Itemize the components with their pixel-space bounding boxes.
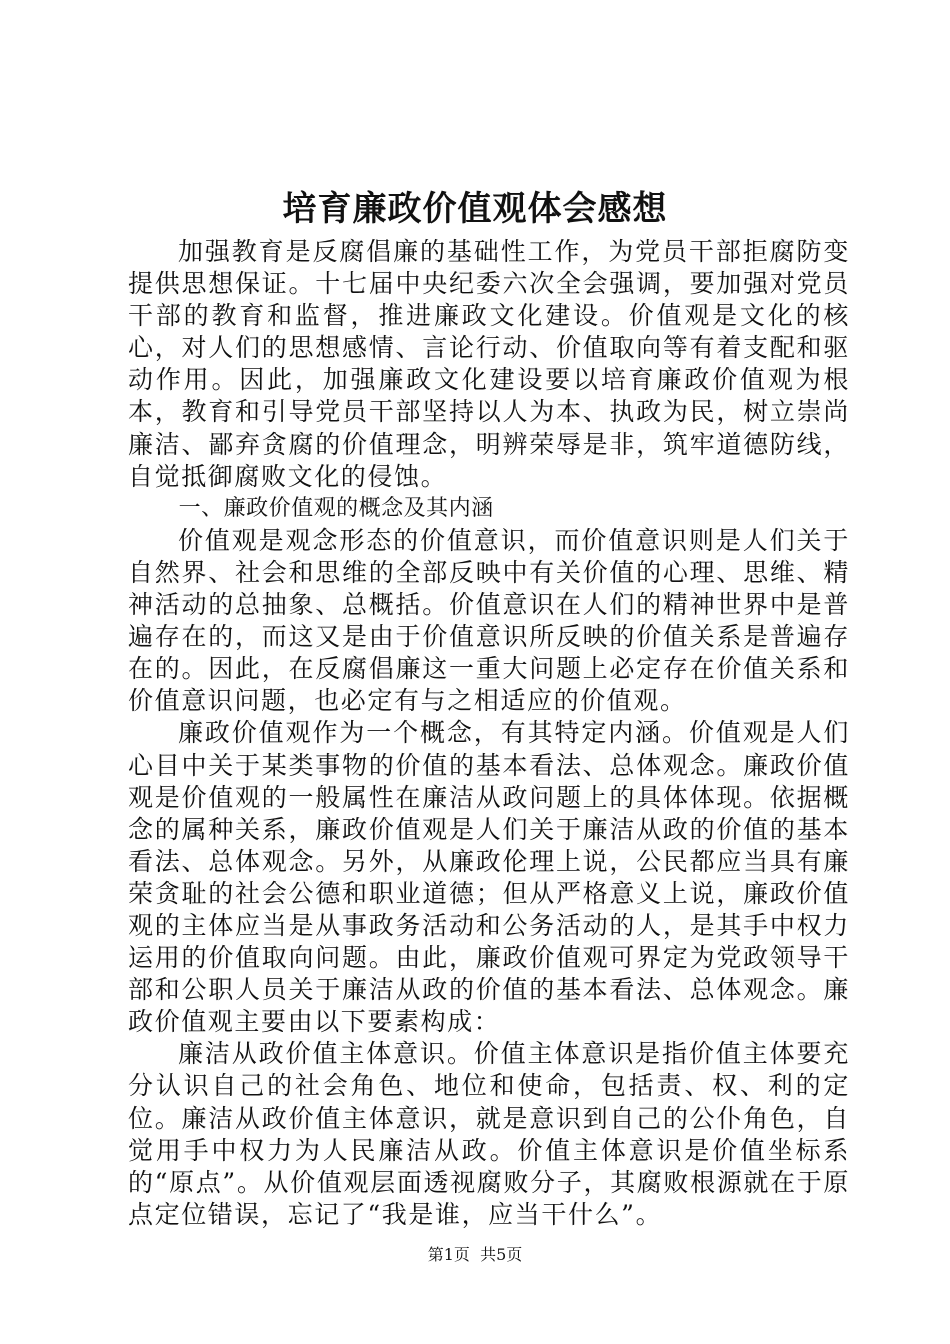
paragraph-concept: 价值观是观念形态的价值意识，而价值意识则是人们关于自然界、社会和思维的全部反映中有关价值的心理、思维、精神活动的总抽象、总概括。价值意识在人们的精神世界中是普遍存在的，而这又是由于价值意识所反映的价值关系是普遍存在的。因此，在反腐倡廉这一重大问题上必定存在价值关系和价值意识问题，也必定有与之相适应的价值观。 (128, 525, 850, 716)
paragraph-subject-awareness: 廉洁从政价值主体意识。价值主体意识是指价值主体要充分认识自己的社会角色、地位和使命，包括责、权、利的定位。廉洁从政价值主体意识，就是意识到自己的公仆角色，自觉用手中权力为人民廉洁从政。价值主体意识是价值坐标系的“原点”。从价值观层面透视腐败分子，其腐败根源就在于原点定位错误，忘记了“我是谁，应当干什么”。 (128, 1039, 850, 1229)
page-total: 共5页 (480, 1245, 523, 1264)
page-number: 第1页 (427, 1245, 470, 1264)
paragraph-intro: 加强教育是反腐倡廉的基础性工作，为党员干部拒腐防变提供思想保证。十七届中央纪委六次全会强调，要加强对党员干部的教育和监督，推进廉政文化建设。价值观是文化的核心，对人们的思想感情、言论行动、价值取向等有着支配和驱动作用。因此，加强廉政文化建设要以培育廉政价值观为根本，教育和引导党员干部坚持以人为本、执政为民，树立崇尚廉洁、鄙弃贪腐的价值理念，明辨荣辱是非，筑牢道德防线，自觉抵御腐败文化的侵蚀。 (128, 237, 850, 491)
page-footer (0, 1245, 950, 1265)
document-title: 培育廉政价值观体会感想 (282, 189, 668, 229)
document-body (128, 236, 850, 1231)
section-heading: 一、廉政价值观的概念及其内涵 (178, 495, 494, 521)
paragraph-definition: 廉政价值观作为一个概念，有其特定内涵。价值观是人们心目中关于某类事物的价值的基本看法、总体观念。廉政价值观是价值观的一般属性在廉洁从政问题上的具体体现。依据概念的属种关系，廉政价值观是人们关于廉洁从政的价值的基本看法、总体观念。另外，从廉政伦理上说，公民都应当具有廉荣贪耻的社会公德和职业道德；但从严格意义上说，廉政价值观的主体应当是从事政务活动和公务活动的人，是其手中权力运用的价值取向问题。由此，廉政价值观可界定为党政领导干部和公职人员关于廉洁从政的价值的基本看法、总体观念。廉政价值观主要由以下要素构成： (128, 718, 850, 1037)
